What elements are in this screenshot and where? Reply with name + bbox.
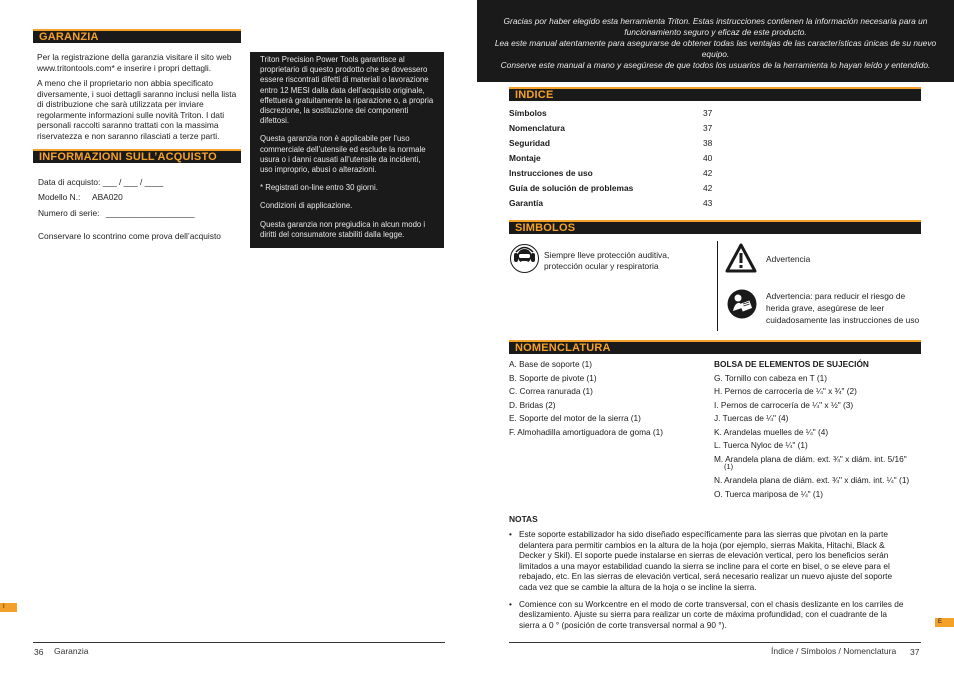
toc-page: 37 [703,108,713,118]
warranty-terms-4: Condizioni di applicazione. [260,201,353,211]
footer-rule-right [509,642,921,643]
toc-page: 40 [703,153,713,163]
symbols-divider [717,241,718,331]
toc-row[interactable] [509,108,729,123]
toc-row[interactable] [509,168,729,183]
toc-page: 43 [703,198,713,208]
list-item: B. Soporte de pivote (1) [509,372,597,383]
list-item: A. Base de soporte (1) [509,359,593,369]
serial-label: Numero di serie: [38,208,100,218]
read-manual-symbol-text: Advertencia: para reducir el riesgo de herida grave, asegúrese de leer cuidadosamente las instrucciones de uso [766,291,920,325]
garanzia-paragraph-1: Per la registrazione della garanzia visitare il sito web www.tritontools.com* e inserire i propri dettagli. [37,52,232,73]
toc-page: 42 [703,168,713,178]
toc-row[interactable] [509,138,729,153]
nomenclatura-title: NOMENCLATURA [515,342,611,354]
parts-list-left [509,358,709,439]
list-item: L. Tuerca Nyloc de ¼" (1) [714,440,808,450]
list-item: M. Arandela plana de diám. ext. ¾" x diám. int. 5/16" [714,453,907,464]
model-value: ABA020 [92,192,123,202]
intro-line-1: Gracias por haber elegido esta herramienta Triton. Estas instrucciones contienen la información necesaria para un funcionamiento seguro y eficaz de este producto. [503,16,928,37]
protection-symbol-text: Siempre lleve protección auditiva, protección ocular y respiratoria [544,250,670,271]
list-item: C. Correa ranurada (1) [509,386,593,396]
notas-list [509,529,909,636]
footer-section-right: Índice / Símbolos / Nomenclatura [771,646,897,656]
list-item: E. Soporte del motor de la sierra (1) [509,413,641,423]
indice-title: INDICE [515,89,554,101]
read-manual-icon [727,289,757,319]
nomenclatura-heading-bar [509,340,921,354]
note-item: • Este soporte estabilizador ha sido diseñado específicamente para las sierras que pivotan en la parte delantera para permitir cambios en la altura de la hoja (por ejemplo, sierras Makita, Hitachi, Black & Decker y Skil). El soporte puede instalarse en sierras de elevación vertical, pero los beneficios serán limitados a una mayor estabilidad cuando la sierra se incline para el corte en bisel, o se eleve para el rebajado, etc. En las sierras de elevación vertical, será necesario realizar un nuevo ajuste del soporte cada vez que se cambie la altura de la hoja o se incline la sierra. [509,529,909,593]
list-item: K. Arandelas muelles de ¼" (4) [714,426,829,437]
list-item: O. Tuerca mariposa de ¼" (1) [714,488,824,499]
model-label: Modello N.: [38,192,81,202]
parts-list-right [714,358,929,501]
toc-page: 37 [703,123,713,133]
indice-heading-bar [509,87,921,101]
toc-row[interactable] [509,198,729,213]
simbolos-heading-bar [509,220,921,234]
toc-label: Seguridad [509,138,550,148]
fasteners-heading: BOLSA DE ELEMENTOS DE SUJECIÓN [714,359,869,369]
footer-section-left: Garanzia [54,646,89,656]
language-tab-spanish: E [935,618,954,627]
toc-page: 38 [703,138,713,148]
warning-symbol-text: Advertencia [766,254,811,264]
footer-rule-left [33,642,445,643]
list-item: F. Almohadilla amortiguadora de goma (1) [509,426,664,437]
list-item: H. Pernos de carrocería de ¼" x ¾" (2) [714,386,857,396]
language-tab-italian: I [0,603,17,612]
warranty-terms-3: * Registrati on-line entro 30 giorni. [260,183,378,193]
keep-receipt-note: Conservare lo scontrino come prova dell’acquisto [38,231,221,241]
toc-label: Instrucciones de uso [509,168,593,178]
list-item-continuation: (1) [724,462,734,471]
list-item: J. Tuercas de ¼" (4) [714,413,789,423]
toc-row[interactable] [509,183,729,198]
list-item: N. Arandela plana de diám. ext. ¾" x diám. int. ¼'' (1) [714,475,910,485]
toc-label: Símbolos [509,108,547,118]
garanzia-title: GARANZIA [39,31,99,43]
footer-page-number-left: 36 [34,647,44,657]
acquisto-title: INFORMAZIONI SULL’ACQUISTO [39,151,217,163]
warranty-terms-1: Triton Precision Power Tools garantisce al proprietario di questo prodotto che se dovessero essere riscontrati difetti di materiali o lavorazione entro 12 MESI dalla data dell’acquisto originale, effettuerà gratuitamente la riparazione o, a propria discrezione, la sostituzione dei componenti difettosi. [260,55,434,126]
intro-line-2: Lea este manual atentamente para asegurarse de obtener todas las ventajas de las características únicas de su nuevo equipo. [494,38,937,59]
toc-label: Garantía [509,198,543,208]
simbolos-title: SIMBOLOS [515,222,576,234]
garanzia-paragraph-2: A meno che il proprietario non abbia specificato diversamente, i suoi dettagli saranno inclusi nella lista di distribuzione che sarà utilizzata per inviare regolarmente informazioni sulle novità Triton. I dati personali raccolti saranno trattati con la massima riservatezza e non saranno rilasciati a terze parti. [37,78,237,141]
protective-equipment-icon [510,244,539,273]
list-item: I. Pernos de carrocería de ¼" x ½" (3) [714,399,854,410]
purchase-date-line: Data di acquisto: ___ / ___ / ____ [38,177,164,187]
footer-page-number-right: 37 [910,647,920,657]
warning-triangle-icon [725,243,757,273]
toc-label: Nomenclatura [509,123,565,133]
serial-blank: ___________________ [106,208,195,218]
list-item: G. Tornillo con cabeza en T (1) [714,372,827,383]
toc-row[interactable] [509,123,729,138]
intro-box [477,0,954,82]
notas-heading: NOTAS [509,514,538,524]
acquisto-heading-bar [33,149,241,163]
toc-label: Guía de solución de problemas [509,183,634,193]
note-item: • Comience con su Workcentre en el modo de corte transversal, con el chasis deslizante en los carriles de deslizamiento. Ajuste su sierra para realizar un corte de máxima profundidad, con el cuadrante de la sierra a 0 ° (posición de corte transversal normal a 90 °). [509,599,909,631]
warranty-terms-5: Questa garanzia non pregiudica in alcun modo i diritti del consumatore stabiliti dalla legge. [260,219,426,239]
intro-line-3: Conserve este manual a mano y asegúrese de que todos los usuarios de la herramienta lo hayan leído y entendido. [500,60,931,70]
toc-page: 42 [703,183,713,193]
warranty-terms-2: Questa garanzia non è applicabile per l’uso commerciale dell’utensile ed esclude la normale usura o i danni causati all’utensile da incidenti, uso improprio, abusi o alterazioni. [260,134,426,175]
toc-label: Montaje [509,153,541,163]
list-item: D. Bridas (2) [509,399,556,410]
warranty-terms-box [250,52,444,248]
toc-row[interactable] [509,153,729,168]
garanzia-heading-bar [33,29,241,43]
